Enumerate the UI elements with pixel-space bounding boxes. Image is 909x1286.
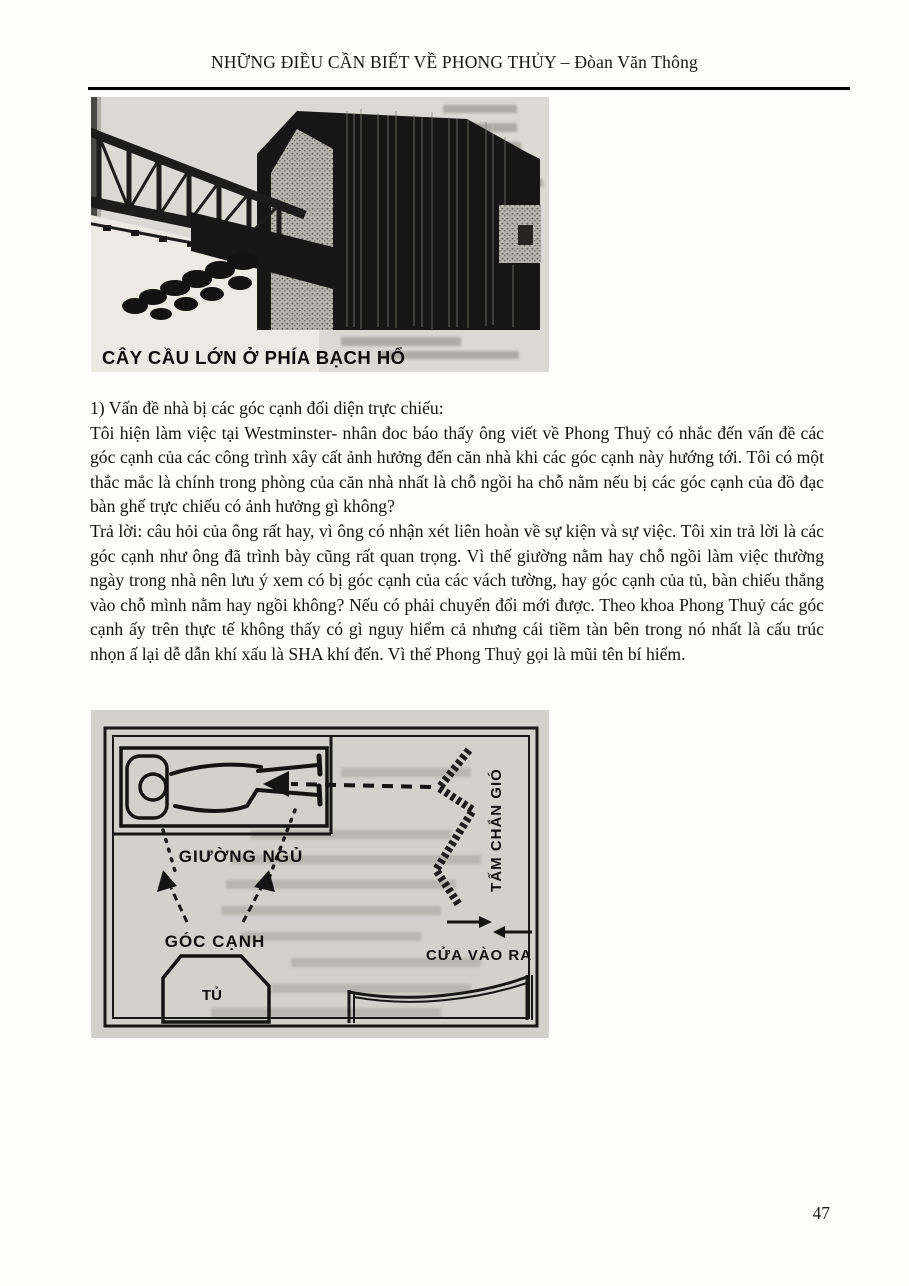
answer-paragraph: Trả lời: câu hỏi của ông rất hay, vì ông có nhận xét liên hoàn về sự kiện và sự việc. Tôi xin trả lời là các góc cạnh như ông đã trình bày cũng rất quan trọng. Vì thế giường nằm hay chỗ ngồi làm việc thường ngày trong nhà nên lưu ý xem có bị góc cạnh của các vách tường, hay góc cạnh của tủ, bàn chiếu thẳng vào chỗ mình nằm hay ngồi không? Nếu có phải chuyển đổi mới được. Theo khoa Phong Thuỷ các góc cạnh ấy trên thực tế không thấy có gì nguy hiểm cả nhưng cái tiềm tàn bên trong nó nhất là cấu trúc nhọn ấ lại dễ dẫn khí xấu là SHA khí đến. Vì thế Phong Thuỷ gọi là mũi tên bí hiểm.	[90, 520, 824, 664]
bridge-photo-illustration	[91, 97, 549, 372]
label-cabinet: TỦ	[202, 987, 222, 1004]
page-header-title: NHỮNG ĐIỀU CẦN BIẾT VỀ PHONG THỦY – Đòan Văn Thông	[211, 52, 698, 72]
page-number: 47	[812, 1203, 830, 1223]
label-corner: GÓC CẠNH	[164, 932, 266, 951]
figure-caption: CÂY CẦU LỚN Ở PHÍA BẠCH HỔ	[102, 347, 406, 368]
article-body	[90, 396, 824, 667]
header-rule	[88, 87, 850, 90]
figure-bridge-photo	[91, 97, 549, 372]
room-diagram-illustration	[91, 710, 549, 1038]
label-bed: GIƯỜNG NGỦ	[178, 847, 304, 866]
section-heading: 1) Vấn đề nhà bị các góc cạnh đối diện trực chiếu:	[90, 398, 444, 418]
house-silhouette	[257, 111, 541, 330]
label-wind-screen: TẤM CHẮN GIÓ	[488, 768, 505, 892]
label-door: CỬA VÀO RA	[425, 947, 533, 964]
figure-room-diagram	[91, 710, 549, 1038]
question-paragraph: Tôi hiện làm việc tại Westminster- nhân đoc báo thấy ông viết về Phong Thuỷ có nhắc đến vấn đề các góc cạnh của các công trình xây cất ảnh hưởng đến căn nhà khi các góc cạnh này hướng tới. Tôi có một thắc mắc là chính trong phòng của căn nhà nhất là chỗ ngồi ha chỗ nằm nếu bị các góc cạnh của đồ đạc bàn ghế trực chiếu có ảnh hưởng gì không?	[90, 422, 824, 517]
